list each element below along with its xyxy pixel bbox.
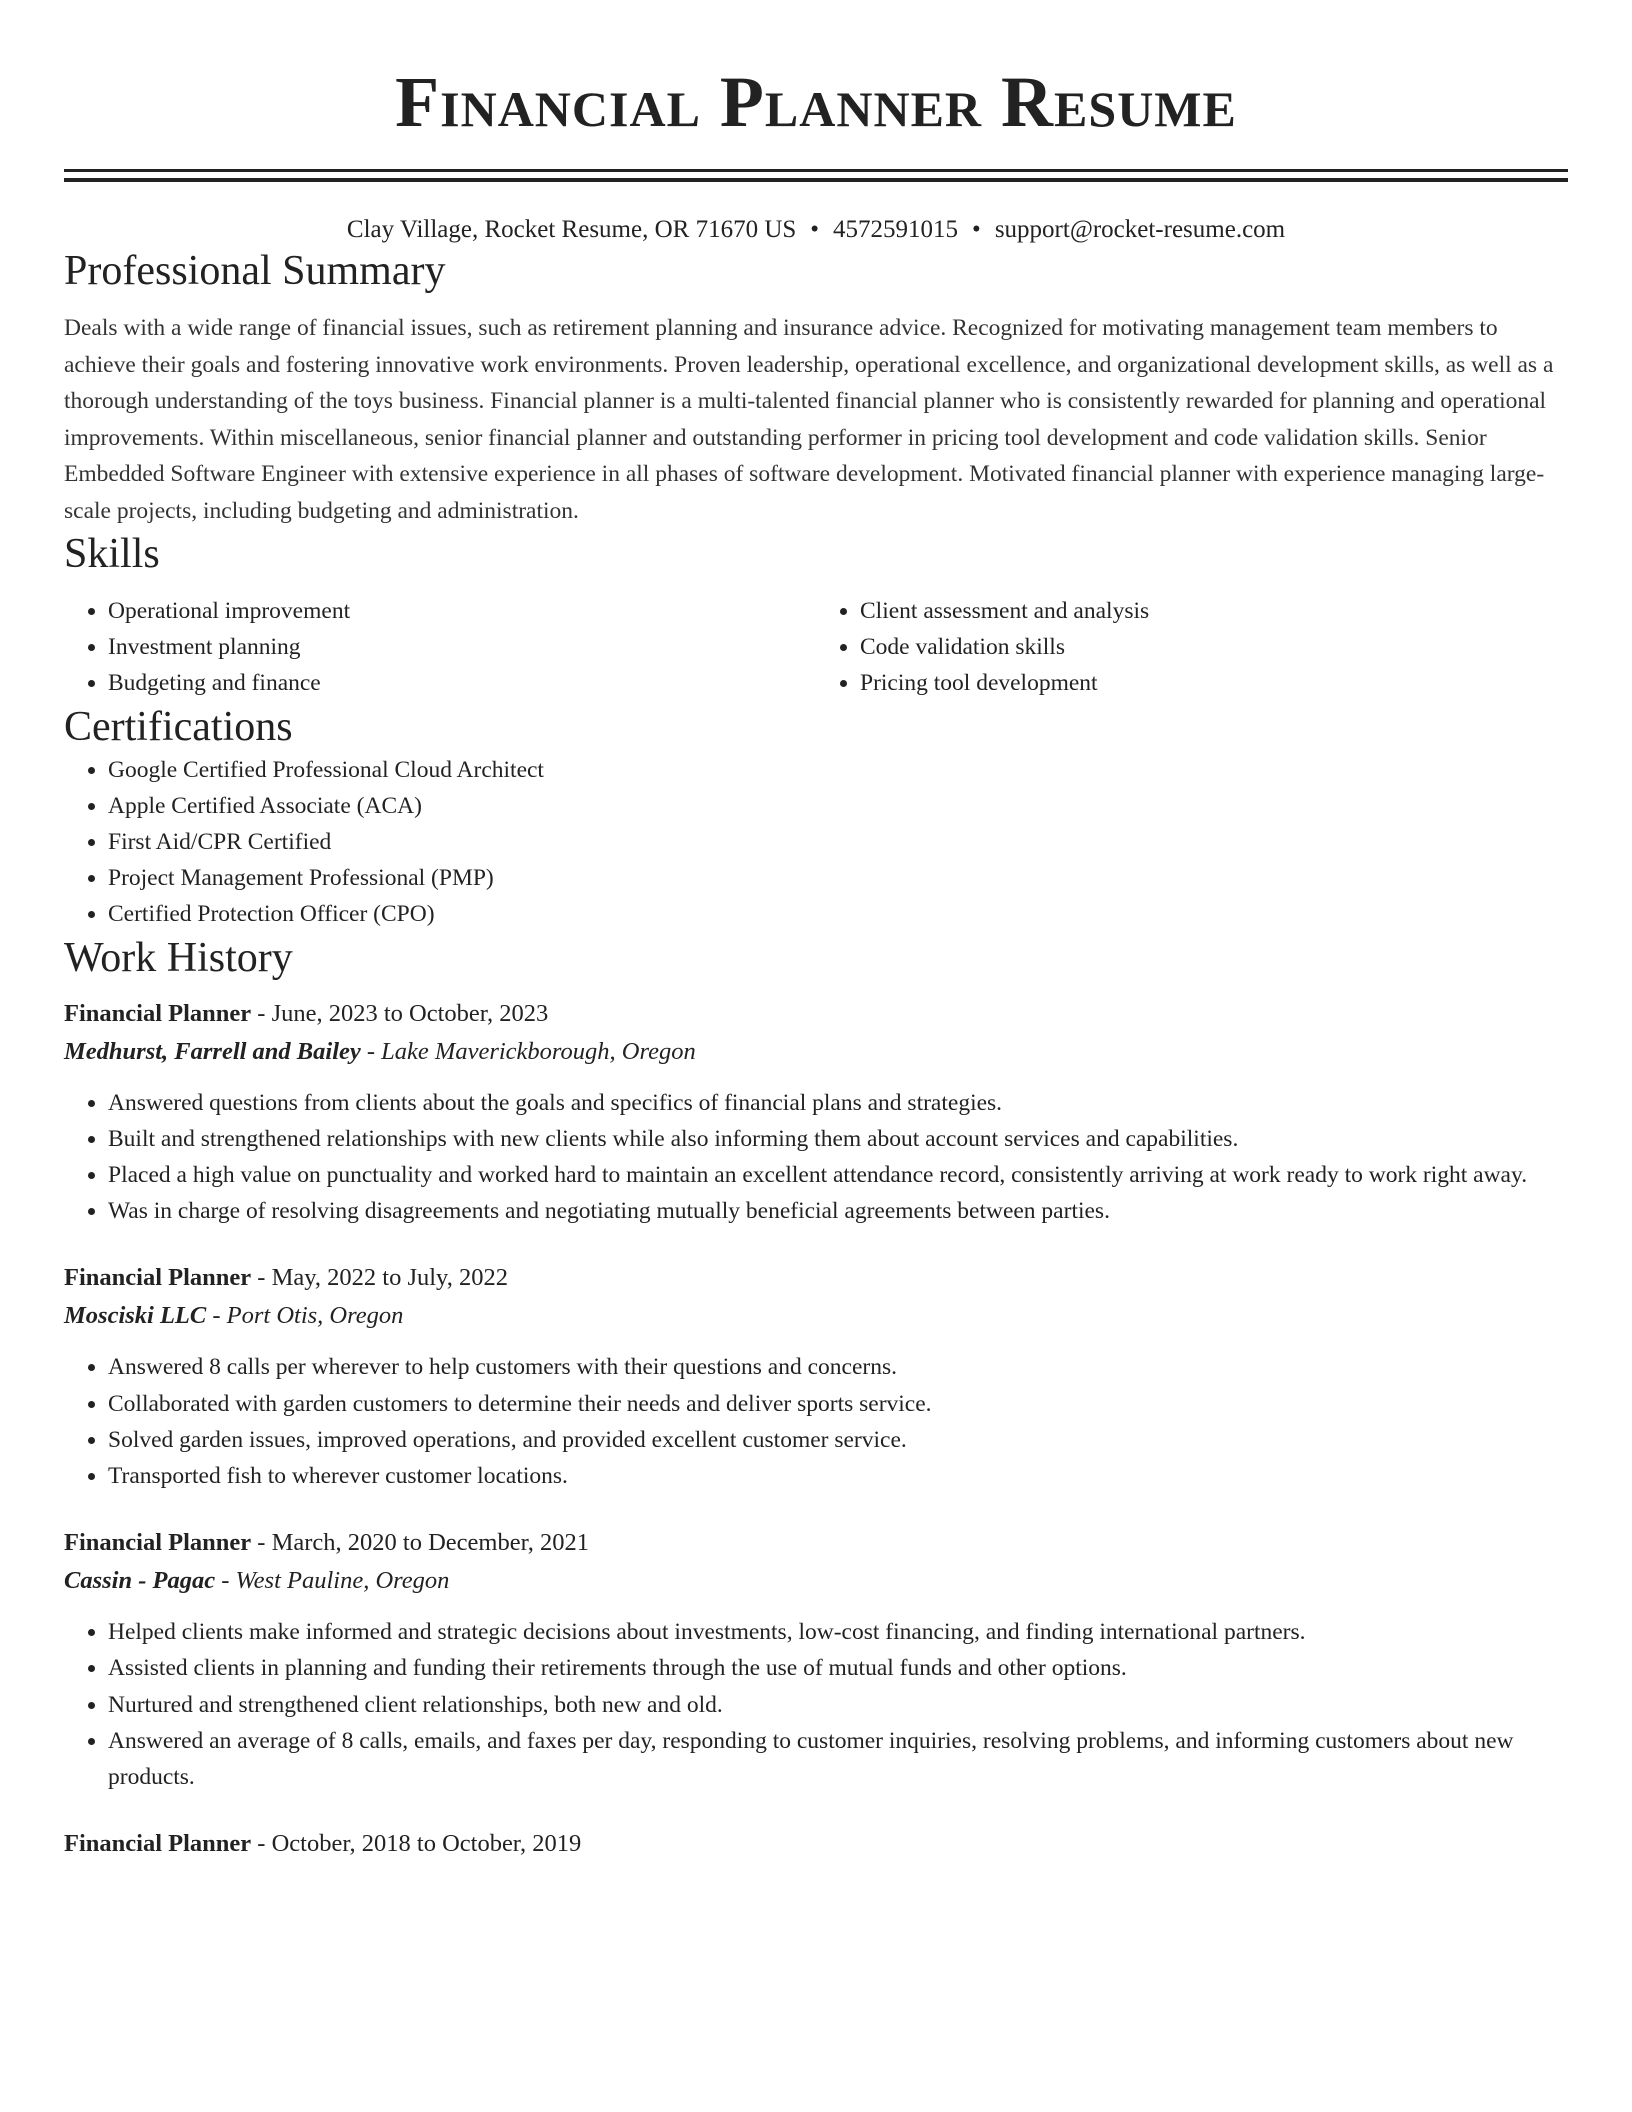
contact-line: [64, 214, 1568, 246]
job-duties-list: [64, 1349, 1568, 1494]
job-duties-list: [64, 1085, 1568, 1230]
job-dates: - May, 2022 to July, 2022: [251, 1264, 508, 1292]
job-title-line: [64, 995, 1568, 1033]
certification-item: • Certified Protection Officer (CPO): [108, 896, 1568, 932]
certification-item: • Project Management Professional (PMP): [108, 860, 1568, 896]
job-duty: • Answered 8 calls per wherever to help customers with their questions and concerns.: [108, 1349, 1568, 1385]
skills-list-right: [816, 593, 1568, 702]
job-location: - Port Otis, Oregon: [206, 1302, 404, 1330]
job-duty: • Answered an average of 8 calls, emails, and faxes per day, responding to customer inquiries, resolving problems, and informing customers about new products.: [108, 1723, 1568, 1795]
skill-item: • Code validation skills: [860, 629, 1568, 665]
job-entry: [64, 1259, 1568, 1494]
job-title: Financial Planner: [64, 999, 252, 1027]
job-title-line: [64, 1825, 1568, 1863]
skill-item: • Budgeting and finance: [108, 665, 816, 701]
job-duty: • Placed a high value on punctuality and worked hard to maintain an excellent attendance record, consistently arriving at work ready to work right away.: [108, 1157, 1568, 1193]
skill-item: • Operational improvement: [108, 593, 816, 629]
contact-phone: 4572591015: [833, 216, 959, 243]
page-title: Financial Planner Resume: [395, 62, 1237, 142]
job-duty: • Answered questions from clients about the goals and specifics of financial plans and strategies.: [108, 1085, 1568, 1121]
certification-item: • Apple Certified Associate (ACA): [108, 788, 1568, 824]
job-company-line: [64, 1033, 1568, 1071]
job-title-line: [64, 1524, 1568, 1562]
job-duty: • Was in charge of resolving disagreements and negotiating mutually beneficial agreements between parties.: [108, 1193, 1568, 1229]
job-dates: - March, 2020 to December, 2021: [251, 1529, 590, 1557]
job-duty: • Solved garden issues, improved operations, and provided excellent customer service.: [108, 1422, 1568, 1458]
job-dates: - June, 2023 to October, 2023: [251, 999, 549, 1027]
certifications-list: [64, 752, 1568, 933]
contact-address: Clay Village, Rocket Resume, OR 71670 US: [346, 216, 797, 243]
summary-text: Deals with a wide range of financial issues, such as retirement planning and insurance advice. Recognized for motivating management team members to achieve their goals and fostering innovative work environments. Proven leadership, operational excellence, and organizational development skills, as well as a thorough understanding of the toys business. Financial planner is a multi-talented financial planner who is consistently rewarded for planning and operational improvements. Within miscellaneous, senior financial planner and outstanding performer in pricing tool development and code validation skills. Senior Embedded Software Engineer with extensive experience in all phases of software development. Motivated financial planner with experience managing large-scale projects, including budgeting and administration.: [64, 315, 1554, 524]
job-title: Financial Planner: [64, 1264, 252, 1292]
job-location: - Lake Maverickborough, Oregon: [360, 1037, 696, 1065]
job-entry: [64, 995, 1568, 1230]
skill-item: • Investment planning: [108, 629, 816, 665]
summary-heading: Professional Summary: [64, 248, 446, 294]
certification-item: • Google Certified Professional Cloud Architect: [108, 752, 1568, 788]
job-duty: • Assisted clients in planning and funding their retirements through the use of mutual funds and other options.: [108, 1650, 1568, 1686]
job-dates: - October, 2018 to October, 2019: [251, 1830, 582, 1858]
certifications-heading: Certifications: [64, 703, 293, 750]
job-title-line: [64, 1259, 1568, 1297]
job-duty: • Built and strengthened relationships with new clients while also informing them about account services and capabilities.: [108, 1121, 1568, 1157]
skill-item: • Client assessment and analysis: [860, 593, 1568, 629]
job-entry: [64, 1825, 1568, 1863]
job-duty: • Nurtured and strengthened client relationships, both new and old.: [108, 1687, 1568, 1723]
certification-item: • First Aid/CPR Certified: [108, 824, 1568, 860]
job-title: Financial Planner: [64, 1529, 252, 1557]
job-company: Mosciski LLC: [64, 1302, 207, 1330]
job-duty: • Transported fish to wherever customer locations.: [108, 1458, 1568, 1494]
job-company: Medhurst, Farrell and Bailey: [64, 1037, 361, 1065]
job-company-line: [64, 1297, 1568, 1335]
job-duty: • Helped clients make informed and strategic decisions about investments, low-cost financing, and finding international partners.: [108, 1614, 1568, 1650]
contact-email: support@rocket-resume.com: [994, 216, 1286, 243]
skills-columns: [64, 593, 1568, 702]
skill-item: • Pricing tool development: [860, 665, 1568, 701]
job-company: Cassin - Pagac: [64, 1567, 216, 1595]
job-duty: • Collaborated with garden customers to determine their needs and deliver sports service.: [108, 1386, 1568, 1422]
skills-heading: Skills: [64, 531, 160, 577]
job-entry: [64, 1524, 1568, 1795]
job-company-line: [64, 1562, 1568, 1600]
job-location: - West Pauline, Oregon: [215, 1567, 450, 1595]
job-duties-list: [64, 1614, 1568, 1795]
work-history-heading: Work History: [64, 934, 293, 981]
skills-list-left: [64, 593, 816, 702]
job-title: Financial Planner: [64, 1830, 252, 1858]
contact-separator: •: [810, 216, 820, 243]
contact-separator: •: [972, 216, 981, 243]
title-divider: [64, 169, 1568, 182]
